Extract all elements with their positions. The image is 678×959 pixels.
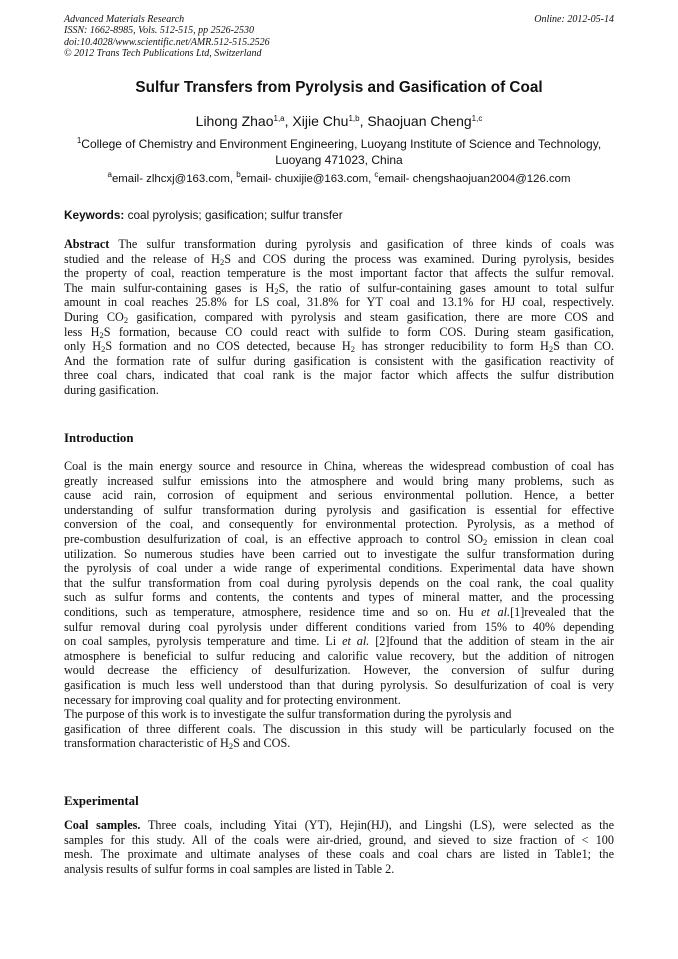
copyright-line: © 2012 Trans Tech Publications Ltd, Switzerland (64, 47, 262, 59)
subscript: 2 (219, 256, 225, 267)
experimental-section (64, 818, 614, 876)
text-line: cause acid rain, corrosion of equipment and serious environmental pollution. Hence, a better (64, 488, 614, 503)
text-line: analysis results of sulfur forms in coal samples are listed in Table 2. (64, 861, 395, 876)
text-line: Coal is the main energy source and resource in China, whereas the widespread combustion of coal has (64, 459, 614, 473)
author-affiliation-mark: 1,b (348, 114, 360, 123)
text-line: samples for this study. All of the coals were air-dried, ground, and sieved to size fraction of < 100 (64, 832, 614, 847)
paper-title: Sulfur Transfers from Pyrolysis and Gasification of Coal (135, 79, 543, 96)
text-line: atmosphere is beneficial to sulfur reducing and calorific value recovery, but the addition of nitrogen (64, 648, 614, 663)
email-address[interactable]: email- chuxijie@163.com, (240, 173, 375, 185)
text-line: Coal samples. Three coals, including Yitai (YT), Hejin(HJ), and Lingshi (LS), were selected as the (64, 818, 614, 832)
experimental-heading: Experimental (64, 794, 139, 808)
text-line: the pyrolysis of coal under a wide range of experimental conditions. Experimental data have shown (64, 561, 614, 576)
journal-header (64, 14, 394, 59)
section-label: Abstract (64, 237, 110, 251)
text-line: three coal chars, indicated that coal rank is the major factor which affects the sulfur distribution (64, 368, 614, 383)
subscript: 2 (350, 344, 355, 355)
subscript: 2 (548, 344, 554, 355)
text-line: greatly increased sulfur emissions into the atmosphere and would bring many problems, such as (64, 473, 614, 488)
text-line: during gasification. (64, 382, 159, 397)
text-line: such as sulfur forms and contents, the contents and types of mineral matter, and the processing (64, 590, 614, 605)
subscript: 2 (483, 536, 488, 547)
text-line: on coal samples, pyrolysis temperature and time. Li et al. [2]found that the addition of steam in the air (64, 634, 614, 649)
author-name: Shaojuan Cheng (367, 113, 472, 129)
email-mark: b (236, 170, 241, 179)
author-list (64, 113, 614, 129)
subscript: 2 (101, 344, 106, 355)
email-list (64, 170, 614, 185)
text-line: pre-combustion desulfurization of coal, is an effective approach to control $SO_2$ emission in clean coal (64, 531, 614, 547)
text-line: necessary for improving coal quality and for protecting environment. (64, 692, 401, 707)
email-mark: a (107, 170, 112, 179)
affiliation-line: Luoyang 471023, China (275, 152, 403, 167)
text-line: the property of coal, reaction temperature is the most important factor that affects the sulfur removal. (64, 266, 614, 281)
text-line: conversion of the coal, and consequently for environmental protection. Pyrolysis, as a method of (64, 517, 614, 532)
text-line: studied and the release of $H_2S$ and COS during the process was examined. During pyrolysis, besides (64, 251, 614, 267)
text-line: gasification of three different coals. The discussion in this study will be particularly focused on the (64, 721, 614, 736)
introduction-section (64, 459, 614, 751)
author-affiliation-mark: 1,c (471, 114, 483, 123)
section-label: Coal samples. (64, 818, 141, 832)
subscript: 2 (274, 285, 279, 296)
journal-name: Advanced Materials Research (64, 14, 185, 25)
text-line: Abstract The sulfur transformation during pyrolysis and gasification of three kinds of coals was (64, 237, 614, 251)
email-address[interactable]: email- chengshaojuan2004@126.com (378, 173, 571, 185)
affiliation-line: College of Chemistry and Environment Engineering, Luoyang Institute of Science and Technology, (81, 137, 602, 151)
text-line: only $H_2S$ formation and no COS detected, because $H_2$ has stronger reducibility to form $H_2S$ than CO. (64, 339, 614, 355)
text-line: mesh. The proximate and ultimate analyses of these coals and coal chars are listed in Table1; the (64, 847, 614, 862)
text-line: And the formation rate of sulfur during gasification is consistent with the gasification reactivity of (64, 353, 614, 368)
italic-text: et al. (481, 604, 511, 619)
text-line: that the sulfur transformation from coal during pyrolysis depends on the coal rank, the coal quality (64, 575, 614, 590)
affiliation-mark: 1 (76, 136, 82, 145)
text-line: The main sulfur-containing gases is $H_2S$, the ratio of sulfur-containing gases amount to total sulfur (64, 280, 614, 296)
author-affiliation-mark: 1,a (273, 114, 285, 123)
text-line: amount in coal reaches 25.8% for LS coal, 31.8% for YT coal and 13.1% for HJ coal, respectively. (64, 295, 614, 310)
text-line: gasification is much less well understood than that during pyrolysis. So desulfurization of coal is very (64, 677, 614, 692)
issn-line: ISSN: 1662-8985, Vols. 512-515, pp 2526-2530 (64, 25, 254, 37)
subscript: 2 (99, 329, 104, 340)
keywords-text: coal pyrolysis; gasification; sulfur transfer (124, 208, 343, 222)
text-line: less $H_2S$ formation, because CO could react with sulfide to form COS. During steam gasification, (64, 324, 614, 340)
experimental-body (64, 818, 614, 876)
email-address[interactable]: email- zlhcxj@163.com, (111, 173, 237, 185)
italic-text: et al. (342, 634, 370, 649)
author-separator: , (284, 113, 293, 129)
text-line: The purpose of this work is to investigate the sulfur transformation during the pyrolysis and (64, 707, 512, 722)
subscript: 2 (123, 314, 129, 325)
introduction-heading: Introduction (64, 431, 134, 445)
online-date: Online: 2012-05-14 (534, 14, 614, 25)
keywords-label: Keywords: (64, 208, 125, 222)
affiliation (64, 137, 614, 168)
text-line: utilization. So numerous studies have been carried out to investigate the sulfur transformation during (64, 546, 614, 561)
author-separator: , (359, 113, 368, 129)
text-line: conditions, such as temperature, atmosphere, residence time and so on. Hu et al.[1]revealed that the (64, 604, 614, 619)
subscript: 2 (228, 741, 234, 752)
abstract-body (64, 237, 614, 398)
doi-line: doi:10.4028/www.scientific.net/AMR.512-515.2526 (64, 36, 270, 48)
text-line: understanding of sulfur transformation during pyrolysis and gasification is essential for effective (64, 502, 614, 517)
email-mark: c (374, 170, 379, 179)
keywords (64, 208, 614, 222)
author-name: Xijie Chu (292, 113, 349, 129)
author-name: Lihong Zhao (195, 113, 274, 129)
introduction-body (64, 459, 614, 751)
text-line: sulfur removal during coal pyrolysis under different conditions varied from 15% to 40% depending (64, 619, 614, 634)
text-line: would decrease the efficiency of desulfurization. However, the conversion of sulfur during (64, 663, 614, 678)
text-line: transformation characteristic of $H_2S$ and COS. (64, 736, 291, 752)
text-line: During $CO_2$ gasification, compared with pyrolysis and steam gasification, there are more COS and (64, 309, 614, 325)
abstract-section (64, 237, 614, 398)
